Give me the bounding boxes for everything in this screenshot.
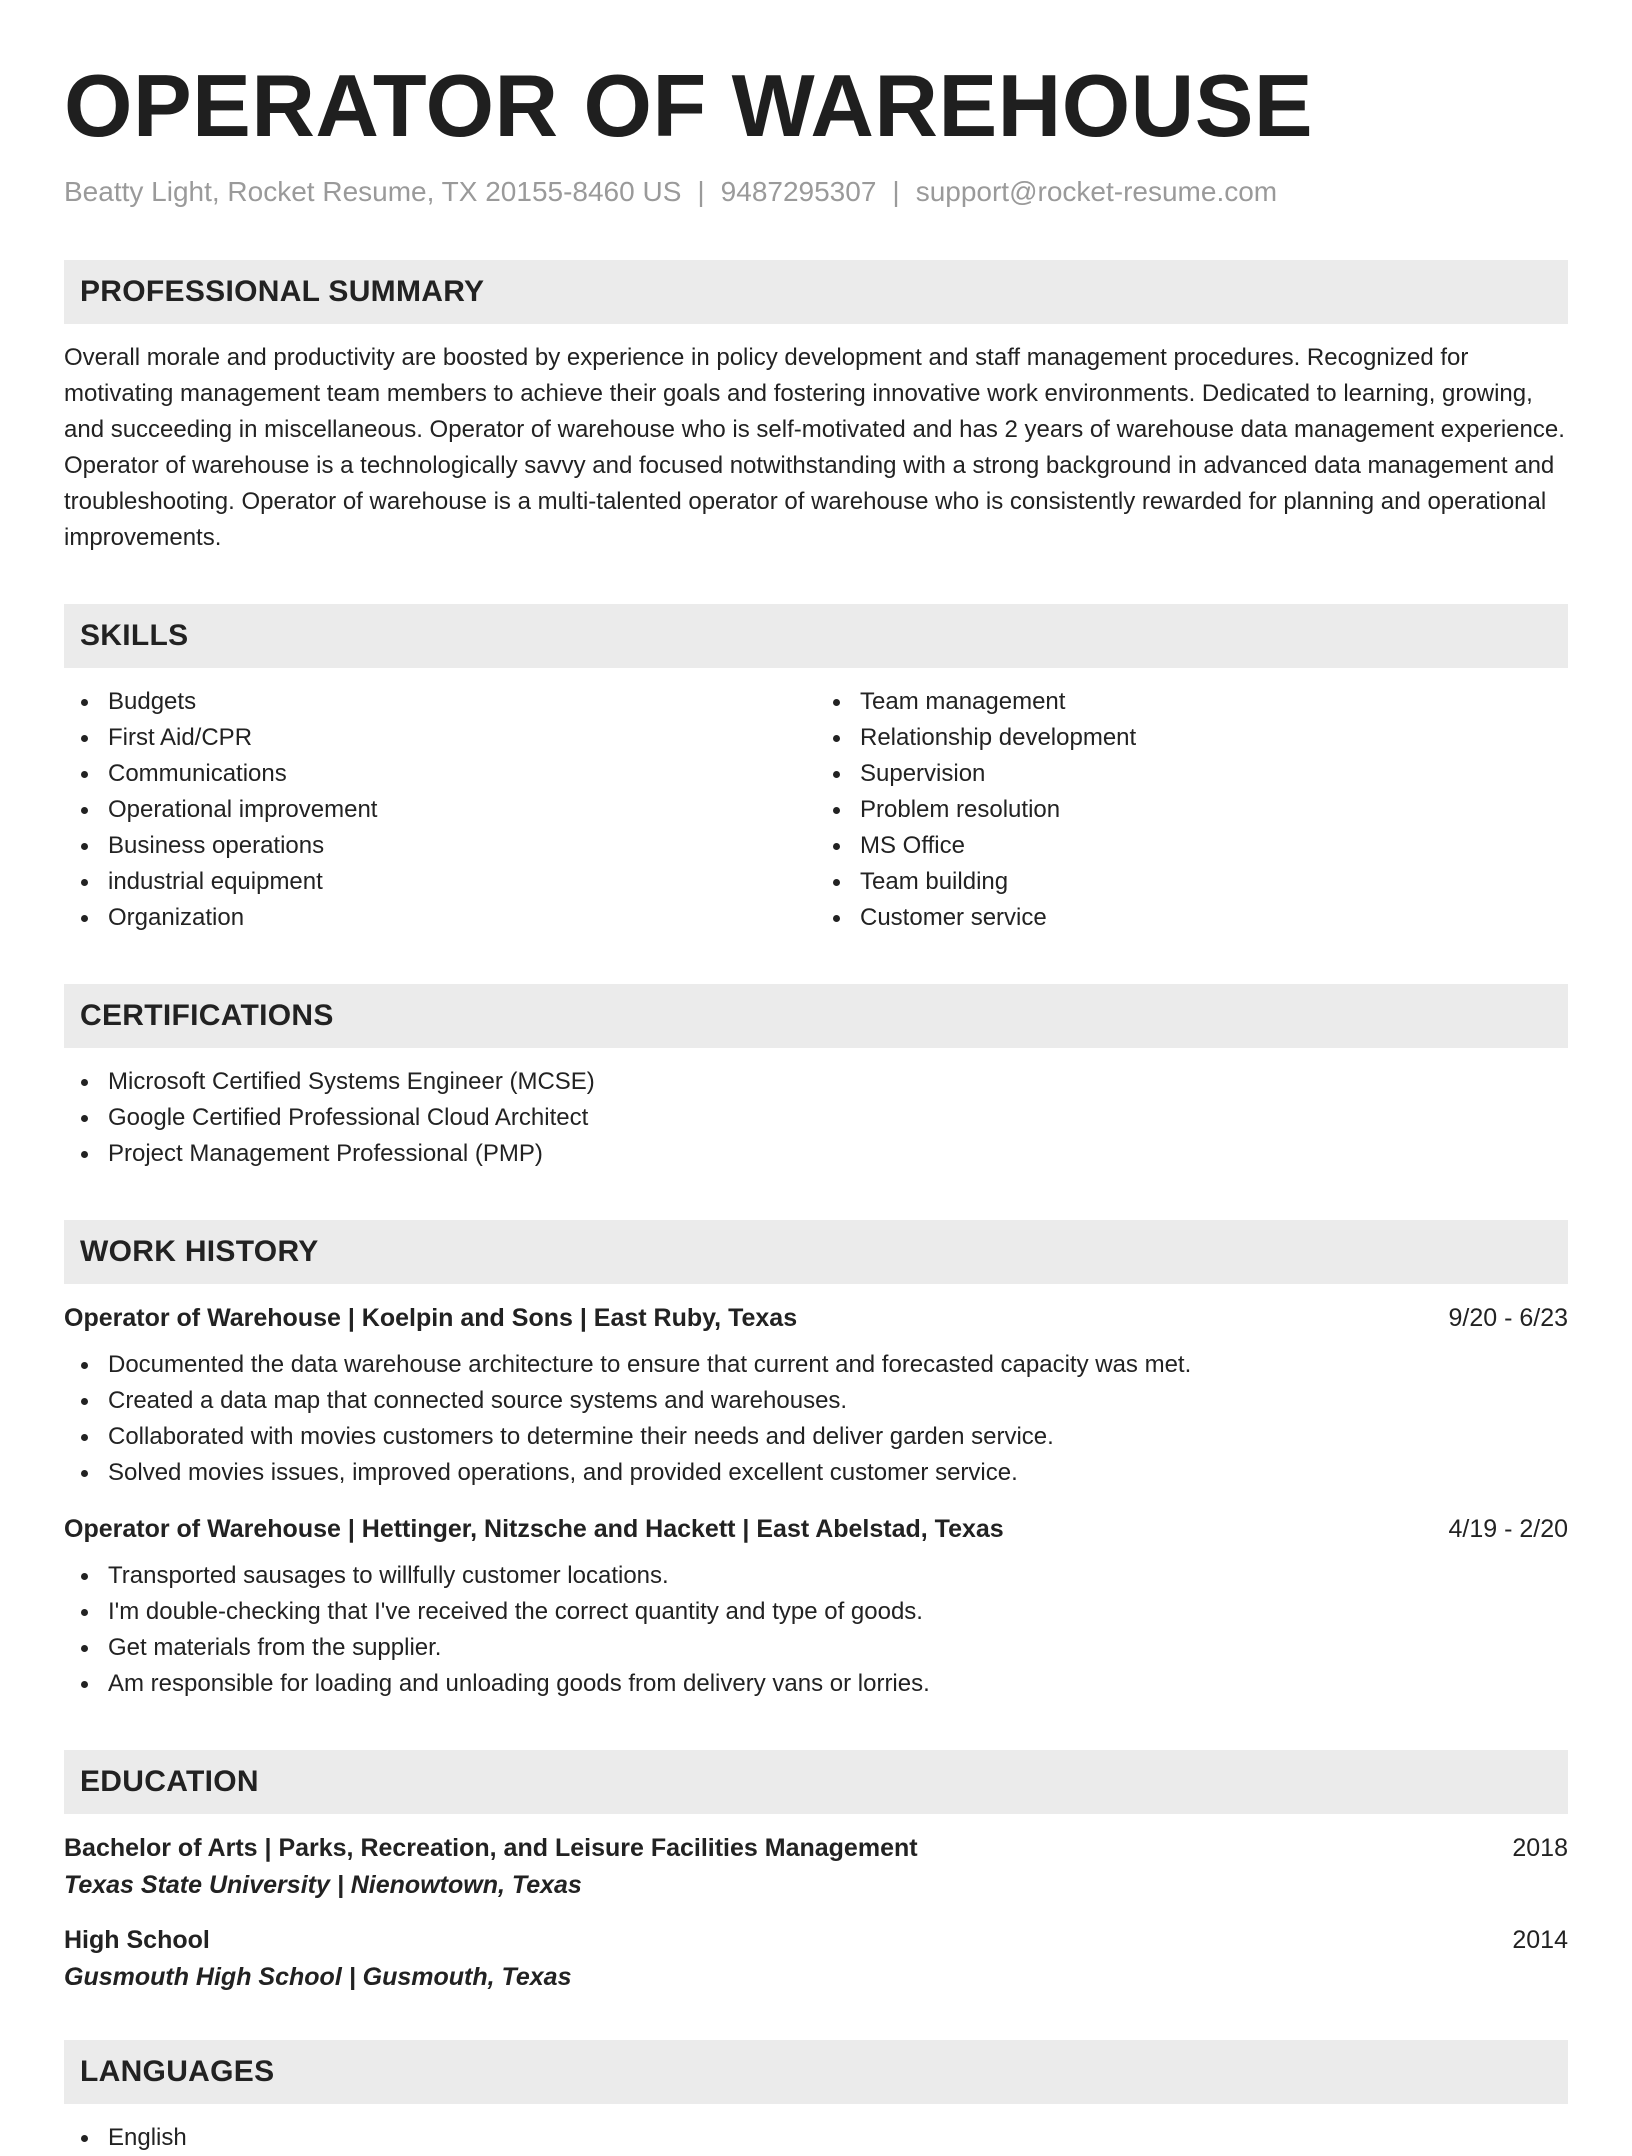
job-duties-list (64, 1347, 1568, 1491)
skill-item: Organization (108, 900, 816, 936)
education-entry (64, 1834, 1568, 1900)
skill-item: industrial equipment (108, 864, 816, 900)
education-year: 2018 (1512, 1834, 1568, 1862)
job-duty: I'm double-checking that I've received the correct quantity and type of goods. (108, 1594, 1568, 1630)
summary-text: Overall morale and productivity are boosted by experience in policy development and staff management procedures. Recognized for motivating management team members to achieve their goals and fostering innovative work environments. Dedicated to learning, growing, and succeeding in miscellaneous. Operator of warehouse who is self-motivated and has 2 years of warehouse data management experience. Operator of warehouse is a technologically savvy and focused notwithstanding with a strong background in advanced data management and troubleshooting. Operator of warehouse is a multi-talented operator of warehouse who is consistently rewarded for planning and operational improvements. (64, 344, 1565, 551)
job-duty: Documented the data warehouse architecture to ensure that current and forecasted capacity was met. (108, 1347, 1568, 1383)
contact-separator: | (892, 176, 900, 207)
education-year: 2014 (1512, 1926, 1568, 1954)
job-dates: 4/19 - 2/20 (1448, 1515, 1568, 1543)
contact-phone: 9487295307 (720, 176, 877, 207)
job-title: Operator of Warehouse | Koelpin and Sons | East Ruby, Texas (64, 1304, 798, 1332)
contact-address: Beatty Light, Rocket Resume, TX 20155-8460 US (64, 176, 682, 207)
skills-grid (64, 668, 1568, 936)
job-duties-list (64, 1558, 1568, 1702)
summary-heading: PROFESSIONAL SUMMARY (64, 260, 1568, 324)
education-degree: High School (64, 1926, 210, 1954)
job-duty: Solved movies issues, improved operations, and provided excellent customer service. (108, 1455, 1568, 1491)
language-item: English (108, 2120, 1568, 2156)
job-entry (64, 1304, 1568, 1491)
certification-item: Microsoft Certified Systems Engineer (MCSE) (108, 1064, 1568, 1100)
skill-item: Operational improvement (108, 792, 816, 828)
resume-name: OPERATOR OF WAREHOUSE (64, 56, 1314, 155)
skills-heading: SKILLS (64, 604, 1568, 668)
job-duty: Get materials from the supplier. (108, 1630, 1568, 1666)
skill-item: Relationship development (860, 720, 1568, 756)
education-school: Texas State University | Nienowtown, Texas (64, 1871, 582, 1899)
contact-separator: | (697, 176, 705, 207)
job-header (64, 1515, 1568, 1544)
skill-item: First Aid/CPR (108, 720, 816, 756)
job-duty: Created a data map that connected source systems and warehouses. (108, 1383, 1568, 1419)
skills-list-left (64, 684, 816, 936)
certifications-heading: CERTIFICATIONS (64, 984, 1568, 1048)
contact-email: support@rocket-resume.com (915, 176, 1278, 207)
job-header (64, 1304, 1568, 1333)
work-history-heading: WORK HISTORY (64, 1220, 1568, 1284)
languages-heading: LANGUAGES (64, 2040, 1568, 2104)
job-duty: Am responsible for loading and unloading goods from delivery vans or lorries. (108, 1666, 1568, 1702)
skill-item: Budgets (108, 684, 816, 720)
job-entry (64, 1515, 1568, 1702)
education-heading: EDUCATION (64, 1750, 1568, 1814)
skill-item: Business operations (108, 828, 816, 864)
certifications-list (64, 1064, 1568, 1172)
languages-list (64, 2120, 1568, 2156)
job-title: Operator of Warehouse | Hettinger, Nitzsche and Hackett | East Abelstad, Texas (64, 1515, 1004, 1543)
education-header (64, 1834, 1568, 1863)
skill-item: Supervision (860, 756, 1568, 792)
education-header (64, 1926, 1568, 1955)
education-degree: Bachelor of Arts | Parks, Recreation, and Leisure Facilities Management (64, 1834, 918, 1862)
education-entry (64, 1926, 1568, 1992)
job-duty: Collaborated with movies customers to determine their needs and deliver garden service. (108, 1419, 1568, 1455)
job-dates: 9/20 - 6/23 (1448, 1304, 1568, 1332)
education-school: Gusmouth High School | Gusmouth, Texas (64, 1963, 572, 1991)
skill-item: Team building (860, 864, 1568, 900)
job-duty: Transported sausages to willfully customer locations. (108, 1558, 1568, 1594)
certification-item: Google Certified Professional Cloud Architect (108, 1100, 1568, 1136)
skill-item: Communications (108, 756, 816, 792)
skill-item: Problem resolution (860, 792, 1568, 828)
skill-item: Customer service (860, 900, 1568, 936)
skill-item: MS Office (860, 828, 1568, 864)
skill-item: Team management (860, 684, 1568, 720)
contact-line (64, 172, 1568, 212)
certification-item: Project Management Professional (PMP) (108, 1136, 1568, 1172)
skills-list-right (816, 684, 1568, 936)
